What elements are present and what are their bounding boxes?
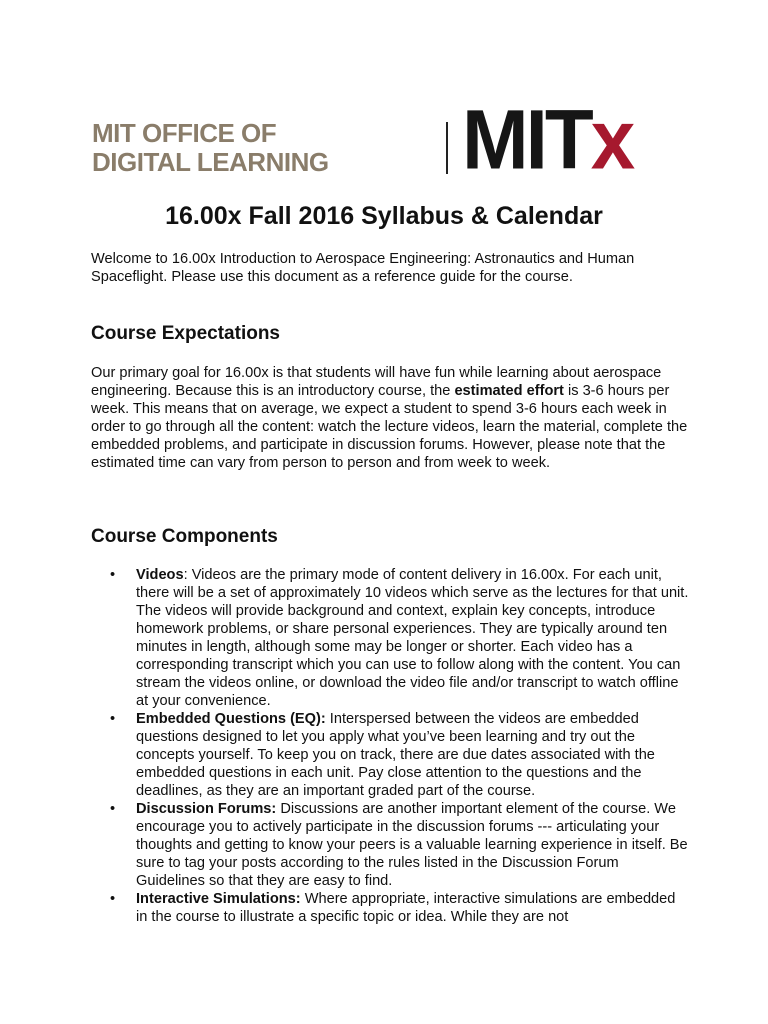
mit-digital-learning-logo [92, 92, 682, 187]
logo-office-text [92, 120, 329, 175]
page-title: 16.00x Fall 2016 Syllabus & Calendar [165, 202, 603, 230]
course-components-heading: Course Components [91, 526, 278, 547]
bullet-icon: • [110, 711, 116, 727]
list-item-term: Interactive Simulations: [136, 891, 301, 907]
bullet-icon: • [110, 801, 116, 817]
list-item-text: Interspersed between the videos are embedded questions designed to let you apply what you’ve been learning and try out the concepts yourself. To keep you on track, there are due dates associated with the embedded questions in each unit. Pay close attention to the questions and the deadlines, as they are an important graded part of the course. [136, 711, 655, 799]
mitx-logo-text [462, 92, 633, 187]
bullet-icon: • [110, 891, 116, 907]
expectations-text-after: is 3-6 hours per week. This means that on average, we expect a student to spend 3-6 hours each week in order to go through all the content: watch the lecture videos, learn the material, complete the embedded problems, and participate in discussion forums. However, please note that the estimated time can vary from person to person and from week to week. [91, 383, 688, 471]
logo-divider [446, 122, 448, 174]
list-item-term: Videos [136, 567, 184, 583]
list-item-term: Discussion Forums: [136, 801, 277, 817]
course-components-list [110, 566, 690, 926]
course-expectations-heading: Course Expectations [91, 323, 280, 344]
list-item-interactive-simulations [110, 890, 690, 926]
logo-line-2: DIGITAL LEARNING [92, 147, 329, 177]
list-item-text: : Videos are the primary mode of content delivery in 16.00x. For each unit, there will be a set of approximately 10 videos which serve as the lectures for that unit. The videos will provide background and context, explain key concepts, introduce homework problems, or share personal experiences. They are typically around ten minutes in length, although some may be longer or shorter. Each video has a corresponding transcript which you can use to follow along with the content. You can stream the videos online, or download the video file and/or transcript to watch offline at your convenience. [136, 567, 689, 709]
mitx-logo-main: MIT [462, 92, 591, 187]
list-item-discussion-forums [110, 800, 690, 890]
mitx-logo-x: x [590, 92, 633, 187]
course-expectations-paragraph [91, 364, 691, 472]
list-item-text: Discussions are another important element of the course. We encourage you to actively participate in the discussion forums --- articulating your thoughts and getting to know your peers is a valuable learning experience in itself. Be sure to tag your posts according to the rules listed in the Discussion Forum Guidelines so that they are easy to find. [136, 801, 688, 889]
list-item-videos [110, 566, 690, 710]
bullet-icon: • [110, 567, 116, 583]
logo-line-1: MIT OFFICE OF [92, 118, 277, 148]
expectations-text-before: Our primary goal for 16.00x is that students will have fun while learning about aerospace engineering. Because this is an introductory course, the [91, 365, 662, 399]
expectations-bold-term: estimated effort [454, 383, 564, 399]
list-item-text: Where appropriate, interactive simulations are embedded in the course to illustrate a specific topic or idea. While they are not [136, 891, 676, 925]
list-item-embedded-questions [110, 710, 690, 800]
list-item-term: Embedded Questions (EQ): [136, 711, 326, 727]
intro-paragraph: Welcome to 16.00x Introduction to Aerospace Engineering: Astronautics and Human Spaceflight. Please use this document as a reference guide for the course. [91, 251, 635, 285]
